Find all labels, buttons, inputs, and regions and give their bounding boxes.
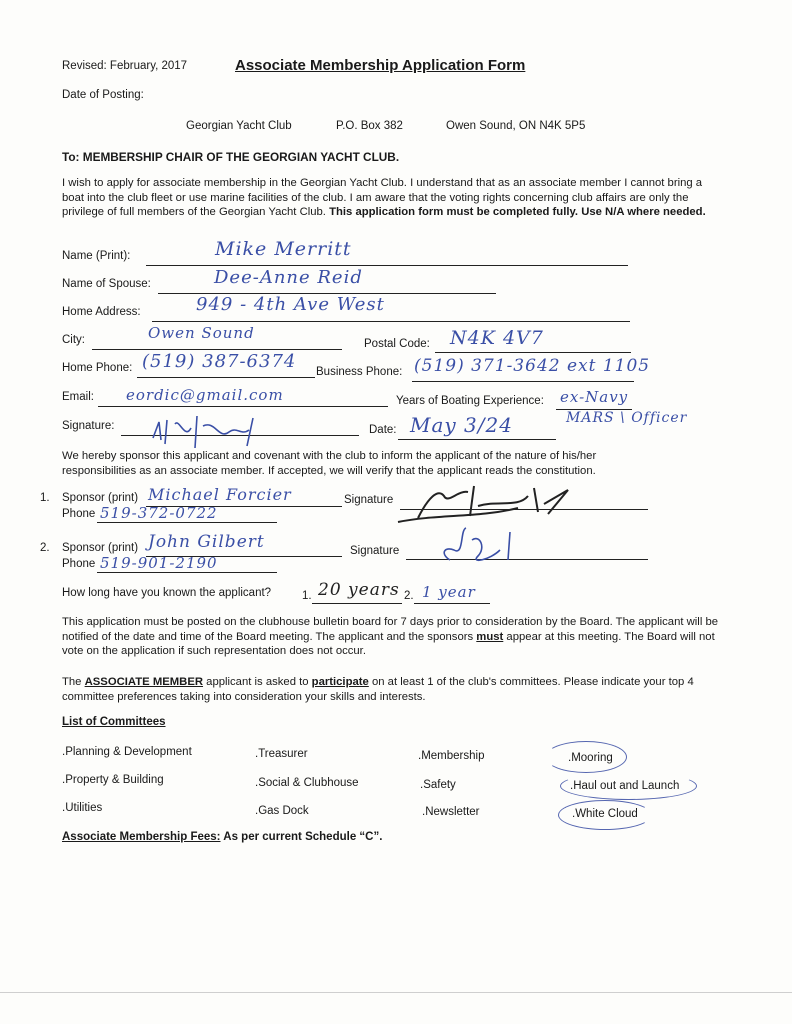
committee-treasurer[interactable]: .Treasurer <box>255 748 308 760</box>
sponsor-intro: We hereby sponsor this applicant and covenant with the club to inform the applicant of the nature of his/her responsibilities as an associate member. If accepted, we will verify that the applicant reads the constitution. <box>62 450 597 477</box>
committee-haul-out[interactable]: .Haul out and Launch <box>570 780 680 792</box>
sponsor-2-number: 2. <box>40 542 50 554</box>
committee-membership[interactable]: .Membership <box>418 750 485 762</box>
sponsor-1-phone-line <box>97 522 277 523</box>
home-phone-value[interactable]: (519) 387-6374 <box>142 351 297 372</box>
committees-heading: List of Committees <box>62 716 166 728</box>
spouse-label: Name of Spouse: <box>62 278 151 290</box>
name-label: Name (Print): <box>62 250 131 262</box>
sponsor-2-phone-line <box>97 572 277 573</box>
known-line-2 <box>414 603 490 604</box>
date-value[interactable]: May 3/24 <box>410 413 513 437</box>
form-title: Associate Membership Application Form <box>235 57 526 74</box>
city-line <box>92 349 342 350</box>
committee-social[interactable]: .Social & Clubhouse <box>255 777 359 789</box>
committee-paragraph <box>62 675 722 704</box>
boating-experience-value-2[interactable]: MARS \ Officer <box>566 410 688 426</box>
intro-text: I wish to apply for associate membership in the Georgian Yacht Club. I understand that as an associate member I cannot bring a boat into the club fleet or use marine facilities of the club. I am aware that the voting rights concerning club affairs are only the privilege of full members of the Georgian Yacht Club. <box>62 177 703 218</box>
home-phone-label: Home Phone: <box>62 362 133 374</box>
known-value-2[interactable]: 1 year <box>422 583 476 601</box>
club-name: Georgian Yacht Club <box>186 120 292 132</box>
spouse-value[interactable]: Dee-Anne Reid <box>214 267 363 288</box>
committee-property[interactable]: .Property & Building <box>62 774 164 786</box>
sponsor-2-label: Sponsor (print) <box>62 542 139 554</box>
committee-white-cloud[interactable]: .White Cloud <box>572 808 638 820</box>
sponsor-1-signature-label: Signature <box>344 494 394 506</box>
date-line <box>398 439 556 440</box>
sponsor-1-number: 1. <box>40 492 50 504</box>
email-label: Email: <box>62 391 94 403</box>
committee-safety[interactable]: .Safety <box>420 779 456 791</box>
sponsor-1-phone-label: Phone <box>62 508 96 520</box>
business-phone-line <box>412 381 634 382</box>
email-line <box>98 406 388 407</box>
address-label: Home Address: <box>62 306 141 318</box>
email-value[interactable]: eordic@gmail.com <box>126 386 284 404</box>
committee-middle: applicant is asked to <box>203 676 312 688</box>
committee-gas-dock[interactable]: .Gas Dock <box>255 805 309 817</box>
sponsor-1-name[interactable]: Michael Forcier <box>148 485 292 504</box>
white-cloud-circle <box>558 800 652 830</box>
revised-date: Revised: February, 2017 <box>62 60 188 72</box>
address-value[interactable]: 949 - 4th Ave West <box>196 294 385 315</box>
committee-participate: participate <box>311 676 369 688</box>
known-line-1 <box>312 603 402 604</box>
sponsor-2-phone-label: Phone <box>62 558 96 570</box>
sponsor-1-phone[interactable]: 519-372-0722 <box>100 504 218 522</box>
address-line <box>152 321 630 322</box>
known-num-1: 1. <box>302 590 312 602</box>
applicant-signature <box>145 410 280 450</box>
home-phone-line <box>137 377 315 378</box>
known-value-1[interactable]: 20 years <box>318 580 400 600</box>
sponsor-2-phone[interactable]: 519-901-2190 <box>100 554 218 572</box>
mooring-circle <box>545 741 627 773</box>
sponsor-1-label: Sponsor (print) <box>62 492 139 504</box>
date-of-posting-label: Date of Posting: <box>62 89 144 101</box>
haul-out-circle <box>560 772 697 800</box>
posting-text-1: This application must be posted on the clubhouse bulletin board for 7 days prior to consideration by the Board. The applicant will be notified of the date and time of the Board meeting. The applicant and the sponsors <box>62 616 719 643</box>
business-phone-value[interactable]: (519) 371-3642 ext 1105 <box>414 356 651 376</box>
committee-the: The <box>62 676 85 688</box>
committee-rest: on at least 1 of the club's committees. Please indicate your top 4 committee preferences taking into consideration your skills and interests. <box>62 676 694 703</box>
scan-edge <box>0 992 792 993</box>
intro-bold-text: This application form must be completed fully. Use N/A where needed. <box>329 206 706 218</box>
posting-text-2: appear at this meeting. The Board will not vote on the application if such representation does not occur. <box>62 630 715 657</box>
committee-newsletter[interactable]: .Newsletter <box>422 806 480 818</box>
city-label: City: <box>62 334 85 346</box>
fees-label: Associate Membership Fees: <box>62 831 221 843</box>
name-line <box>146 265 628 266</box>
sponsor-2-name[interactable]: John Gilbert <box>148 532 265 552</box>
committee-associate-member: ASSOCIATE MEMBER <box>84 676 204 688</box>
posting-paragraph <box>62 615 722 659</box>
posting-must: must <box>476 630 504 643</box>
date-label: Date: <box>369 424 397 436</box>
known-question: How long have you known the applicant? <box>62 587 272 599</box>
known-num-2: 2. <box>404 590 414 602</box>
sponsor-2-signature-label: Signature <box>350 545 400 557</box>
postal-code-line <box>435 352 631 353</box>
club-po-box: P.O. Box 382 <box>336 120 403 132</box>
boating-experience-value[interactable]: ex-Navy <box>560 388 629 406</box>
sponsor-2-signature <box>420 520 540 570</box>
signature-label: Signature: <box>62 420 115 432</box>
postal-code-label: Postal Code: <box>364 338 430 350</box>
committee-mooring[interactable]: .Mooring <box>568 752 613 764</box>
city-value[interactable]: Owen Sound <box>148 324 255 342</box>
to-line: To: MEMBERSHIP CHAIR OF THE GEORGIAN YACHT CLUB. <box>62 150 400 164</box>
club-city: Owen Sound, ON N4K 5P5 <box>446 120 586 132</box>
committee-planning[interactable]: .Planning & Development <box>62 746 192 758</box>
committee-utilities[interactable]: .Utilities <box>62 802 103 814</box>
intro-paragraph <box>62 176 722 220</box>
business-phone-label: Business Phone: <box>316 366 403 378</box>
fees-line <box>62 831 382 843</box>
boating-experience-label: Years of Boating Experience: <box>396 395 544 407</box>
postal-code-value[interactable]: N4K 4V7 <box>450 327 544 349</box>
name-value[interactable]: Mike Merritt <box>215 238 352 260</box>
fees-value: As per current Schedule “C”. <box>220 831 383 843</box>
